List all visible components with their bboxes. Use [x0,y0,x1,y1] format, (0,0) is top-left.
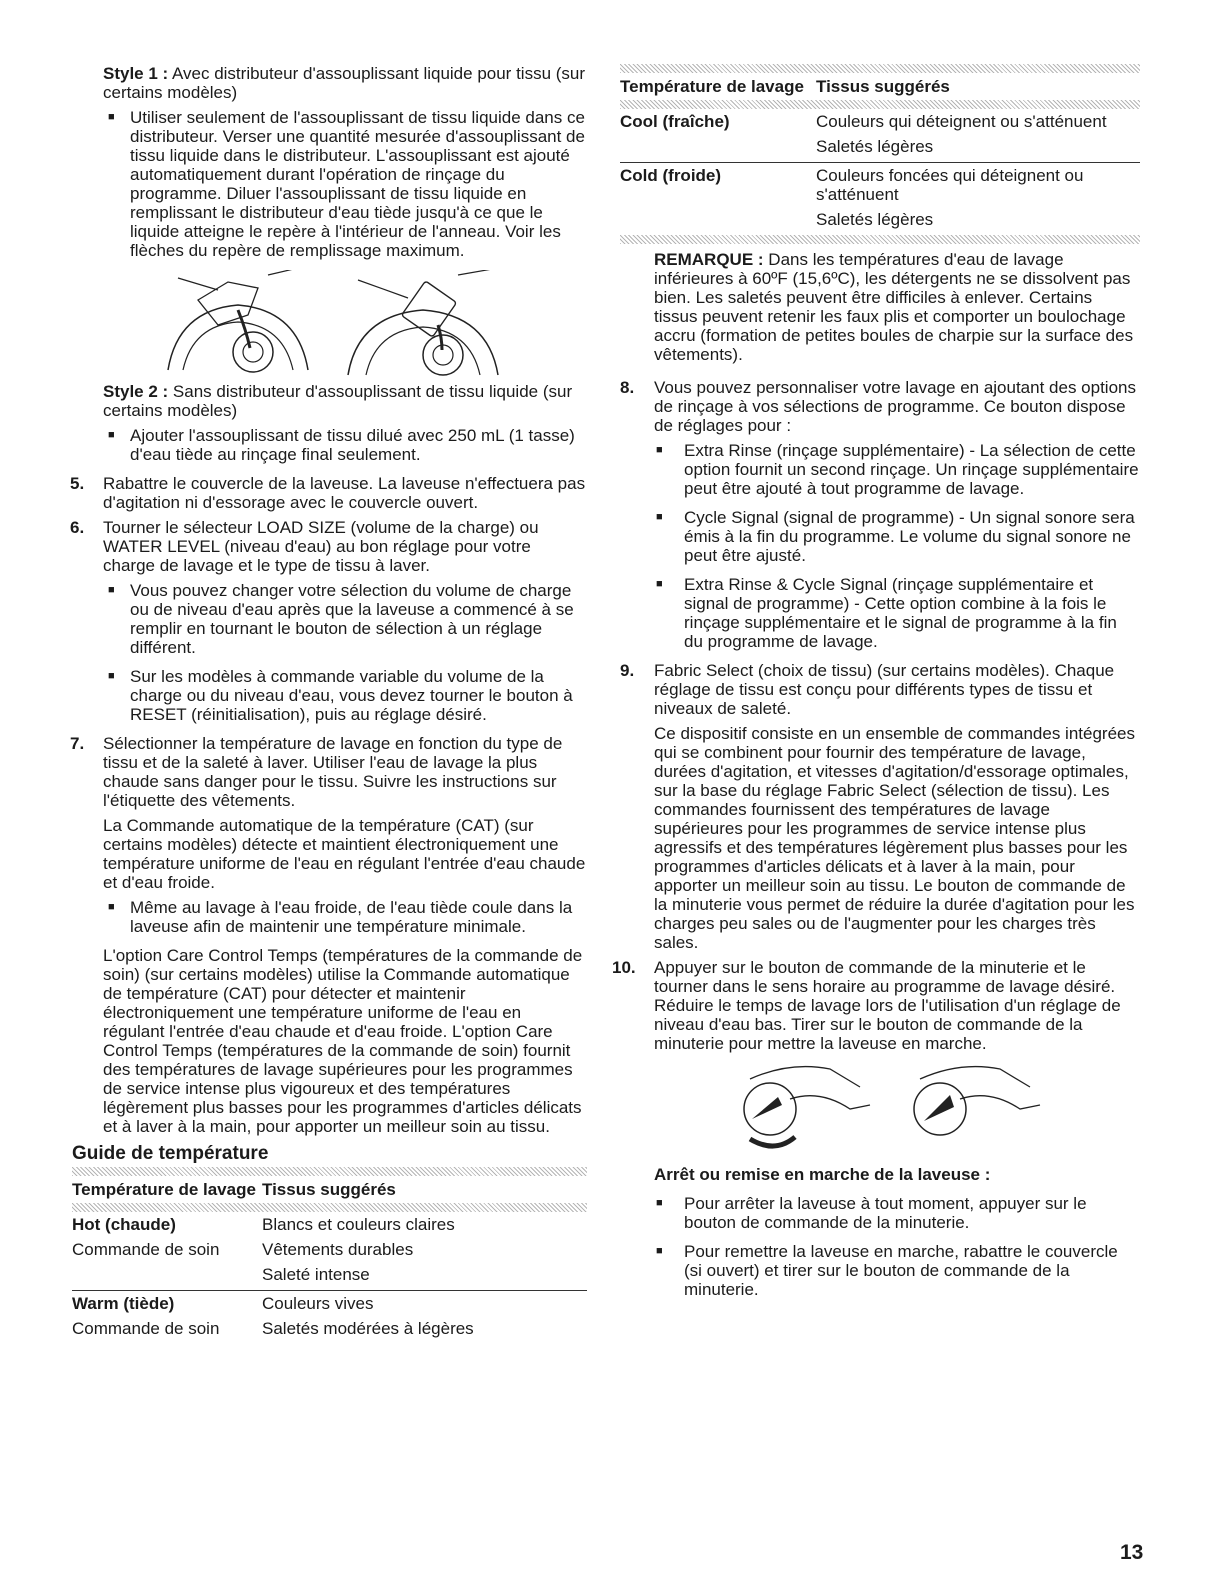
table-row: Warm (tiède) Commande de soin Couleurs vives Saletés modérées à légères [72,1294,474,1338]
step8-bullet-2: ■ Cycle Signal (signal de programme) - Un signal sonore sera émis à la fin du programme. Le volume du signal sonore ne peut être ajusté. [620,508,1140,565]
step7-paragraph-3: L'option Care Control Temps (températures de la commande de soin) (sur certains modèles) utilise la Commande automatique de température (CAT) pour détecter et maintenir électroniquement une température uniforme de l'eau en régulant l'entrée d'eau chaude et d'eau froide. L'option Care Control Temps (températures de la commande de soin) fournit des températures de lavage supérieures pour les programmes de service intense plus vigoureux et des températures légèrement plus basses pour les programmes d'articles délicats et à laver à la main, pour apporter un meilleur soin au tissu. [103,946,583,1136]
arret-bullet-2: ■ Pour remettre la laveuse en marche, rabattre le couvercle (si ouvert) et tirer sur le bouton de commande de la minuterie. [620,1242,1140,1299]
page-number: 13 [1120,1541,1144,1564]
knob-turn-icon [730,1059,880,1155]
dispenser-pour-icon [158,270,318,378]
step7-paragraph-2: La Commande automatique de la température (CAT) (sur certains modèles) détecte et maintient électroniquement une température uniforme de l'eau en régulant l'entrée d'eau chaude et d'eau froide. [103,816,586,892]
style2-bullet: ■ Ajouter l'assouplissant de tissu dilué avec 250 mL (1 tasse) d'eau tiède au rinçage final seulement. [72,426,587,464]
step6-bullet-2: ■ Sur les modèles à commande variable du volume de la charge ou du niveau d'eau, vous devez tourner le bouton à RESET (réinitialisation), puis au réglage désiré. [72,667,587,724]
table-hatch-mid [72,1203,587,1212]
temperature-guide-table-right [620,73,1140,235]
style1-bullet: ■ Utiliser seulement de l'assouplissant de tissu liquide dans ce distributeur. Verser une quantité mesurée d'assouplissant de tissu liquide dans le distributeur. L'assouplissant est ajouté automatiquement durant l'opération de rinçage du programme. Diluer l'assouplissant de tissu liquide en remplissant le distributeur d'eau tiède jusqu'à ce que le liquide atteigne le repère à l'intérieur de l'anneau. Voir les flèches du repère de remplissage maximum. [72,108,587,260]
step8-bullet-3: ■ Extra Rinse & Cycle Signal (rinçage supplémentaire et signal de programme) - Cette option combine à la fois le rinçage supplémentaire et le signal de programme à la fin du programme de lavage. [620,575,1140,651]
table-hatch-top [620,64,1140,73]
style2-heading: Style 2 : Sans distributeur d'assouplissant de tissu liquide (sur certains modèles) [103,382,573,420]
softener-dispenser-illustration [72,270,587,378]
cup-pour-icon [338,270,508,378]
table-row: Hot (chaude) Commande de soin Blancs et couleurs claires Vêtements durables Saleté intense [72,1215,455,1284]
timer-knob-illustration [620,1059,1140,1155]
col-header-temperature: Température de lavage [620,77,804,96]
step9-paragraph-2: Ce dispositif consiste en un ensemble de commandes intégrées qui se combinent pour fournir des température de lavage, durées d'agitation, et vitesses d'agitation/d'essorage optimales, sur la base du réglage Fabric Select (sélection de tissu). Les commandes fournissent des températures de lavage supérieures pour les programmes de service intense plus agressifs et des températures légèrement plus basses pour les programmes d'articles délicats et à laver à la main, pour apporter un meilleur soin au tissu. Le bouton de commande de la minuterie vous permet de réduire la durée d'agitation pour les charges peu sales ou de l'augmenter pour les charges très sales. [654,724,1135,952]
step-8: 8. Vous pouvez personnaliser votre lavage en ajoutant des options de rinçage à vos sélections de programme. Ce bouton dispose de réglages pour : [620,378,1136,435]
arret-title: Arrêt ou remise en marche de la laveuse : [654,1165,991,1184]
temperature-guide-table-left [72,1176,587,1344]
step7-bullet-1: ■ Même au lavage à l'eau froide, de l'eau tiède coule dans la laveuse afin de maintenir une température minimale. [72,898,587,936]
step-10: 10. Appuyer sur le bouton de commande de la minuterie et le tourner dans le sens horaire au programme de lavage désiré. Réduire le temps de lavage lors de l'utilisation d'un réglage de niveau d'eau bas. Tirer sur le bouton de commande de la minuterie pour mettre la laveuse en marche. [612,958,1121,1053]
table-row: Cool (fraîche) Couleurs qui déteignent ou s'atténuent Saletés légères [620,112,1107,156]
step8-bullet-1: ■ Extra Rinse (rinçage supplémentaire) - La sélection de cette option fournit un second rinçage. Un rinçage supplémentaire peut être ajouté à tout programme de lavage. [620,441,1140,498]
col-header-fabrics: Tissus suggérés [816,77,950,96]
knob-pull-icon [900,1059,1050,1155]
table-row: Cold (froide) Couleurs foncées qui déteignent ou s'atténuent Saletés légères [620,166,1084,229]
guide-title: Guide de température [72,1143,269,1164]
step-9: 9. Fabric Select (choix de tissu) (sur certains modèles). Chaque réglage de tissu est conçu pour différents types de tissu et niveaux de saleté. [620,661,1115,718]
right-column [612,64,1140,1309]
col-header-fabrics: Tissus suggérés [262,1180,396,1199]
step-7: 7. Sélectionner la température de lavage en fonction du type de tissu et de la saleté à laver. Utiliser l'eau de lavage la plus chaude sans danger pour le tissu. Suivre les instructions sur l'étiquette des vêtements. [70,734,563,810]
table-hatch-top [72,1167,587,1176]
arret-bullet-1: ■ Pour arrêter la laveuse à tout moment, appuyer sur le bouton de commande de la minuterie. [620,1194,1140,1232]
style1-heading: Style 1 : Avec distributeur d'assouplissant liquide pour tissu (sur certains modèles) [103,64,586,102]
step-6: 6. Tourner le sélecteur LOAD SIZE (volume de la charge) ou WATER LEVEL (niveau d'eau) au bon réglage pour votre charge de lavage et le type de tissu à laver. [70,518,539,575]
table-hatch-bottom [620,235,1140,244]
left-column [72,64,587,1344]
step6-bullet-1: ■ Vous pouvez changer votre sélection du volume de charge ou de niveau d'eau après que la laveuse a commencé à se remplir en tournant le bouton de sélection à un réglage différent. [72,581,587,657]
table-hatch-mid [620,100,1140,109]
step-5: 5. Rabattre le couvercle de la laveuse. La laveuse n'effectuera pas d'agitation ni d'essorage avec le couvercle ouvert. [70,474,586,512]
remarque-note: REMARQUE : Dans les températures d'eau de lavage inférieures à 60ºF (15,6ºC), les détergents ne se dissolvent pas bien. Les saletés peuvent être difficiles à enlever. Certains tissus peuvent retenir les faux plis et comporter un boulochage accru (formation de petites boules de charpie sur la surface des vêtements). [654,250,1134,364]
col-header-temperature: Température de lavage [72,1180,256,1199]
